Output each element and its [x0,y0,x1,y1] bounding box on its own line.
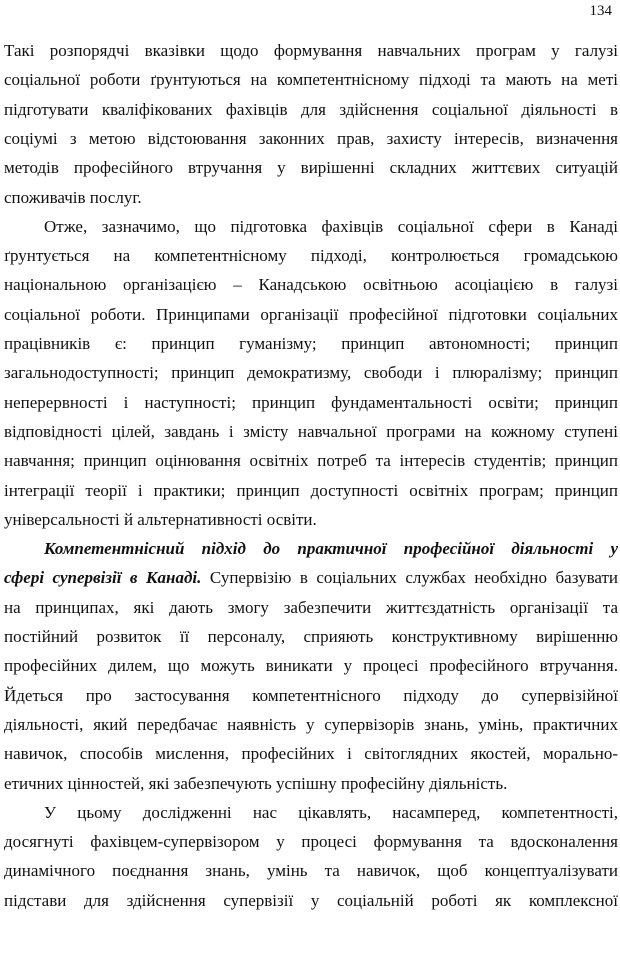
paragraph-4-line: У цьому дослідженні нас цікавлять, насамперед, компетентності, [44,802,618,822]
paragraph-1-line: методів професійного втручання у вирішенні складних життєвих ситуацій [4,158,618,178]
section-heading: Компетентнісний підхід до практичної професійної діяльності у [44,539,618,559]
paragraph-2-line: навчання; принцип оцінювання освітніх потреб та інтересів студентів; принцип [4,451,618,471]
paragraph-2-line: універсальності й альтернативності освіти. [4,509,317,529]
paragraph-1-line: споживачів послуг. [4,187,142,207]
paragraph-4-line: досягнуті фахівцем-супервізором у процесі формування та вдосконалення [4,832,618,852]
paragraph-3-line: на принципах, які дають змогу забезпечити життєздатність організації та [4,597,618,617]
paragraph-2-line: соціальної роботи. Принципами організації професійної підготовки соціальних [4,304,618,324]
paragraph-2-line: загальнодоступності; принцип демократизму, свободи і плюралізму; принцип [4,363,618,383]
paragraph-2-line: ґрунтується на компетентнісному підході, контролюється громадською [4,246,618,266]
paragraph-2-line: відповідності цілей, завдань і змісту навчальної програми на кожному ступені [4,421,618,441]
paragraph-3-line: діяльності, який передбачає наявність у супервізорів знань, умінь, практичних [4,714,618,734]
paragraph-3-line: постійний розвиток її персоналу, сприяють конструктивному вирішенню [4,627,618,646]
paragraph-2-line: неперервності і наступності; принцип фундаментальності освіти; принцип [4,392,618,412]
paragraph-1-line: соціумі з метою відстоювання законних прав, захисту інтересів, визначення [4,128,618,148]
paragraph-2-line: інтеграції теорії і практики; принцип доступності освітніх програм; принцип [4,480,618,500]
paragraph-3-line: Супервізію в соціальних службах необхідно базувати [201,568,618,588]
paragraph-3-line: професійних дилем, що можуть виникати у процесі професійного втручання. [4,656,618,676]
paragraph-1-line: соціальної роботи ґрунтуються на компетентнісному підході та мають на меті [4,70,618,90]
paragraph-3-line: етичних цінностей, які забезпечують успішну професійну діяльність. [4,773,508,793]
paragraph-4-line: підстави для здійснення супервізії у соціальній роботі як комплексної [4,890,618,910]
paragraph-4-line: динамічного поєднання знань, умінь та навичок, щоб концептуалізувати [4,861,618,881]
paragraph-3-line: Йдеться про застосування компетентнісного підходу до супервізійної [4,685,618,705]
page-number: 134 [589,3,612,19]
section-heading-line-2 [4,567,618,589]
paragraph-3-line: навичок, способів мислення, професійних і світоглядних якостей, морально- [4,744,618,764]
paragraph-2-line: Отже, зазначимо, що підготовка фахівців соціальної сфери в Канаді [44,216,618,236]
paragraph-1-line: Такі розпорядчі вказівки щодо формування навчальних програм у галузі [4,41,618,60]
paragraph-2-line: працівників є: принцип гуманізму; принцип автономності; принцип [4,334,618,353]
paragraph-1-line: підготувати кваліфікованих фахівців для здійснення соціальної діяльності в [4,99,618,119]
section-heading-continuation: сфері супервізії в Канаді. [4,568,202,588]
paragraph-2-line: національною організацією – Канадською освітньою асоціацією в галузі [4,275,618,295]
